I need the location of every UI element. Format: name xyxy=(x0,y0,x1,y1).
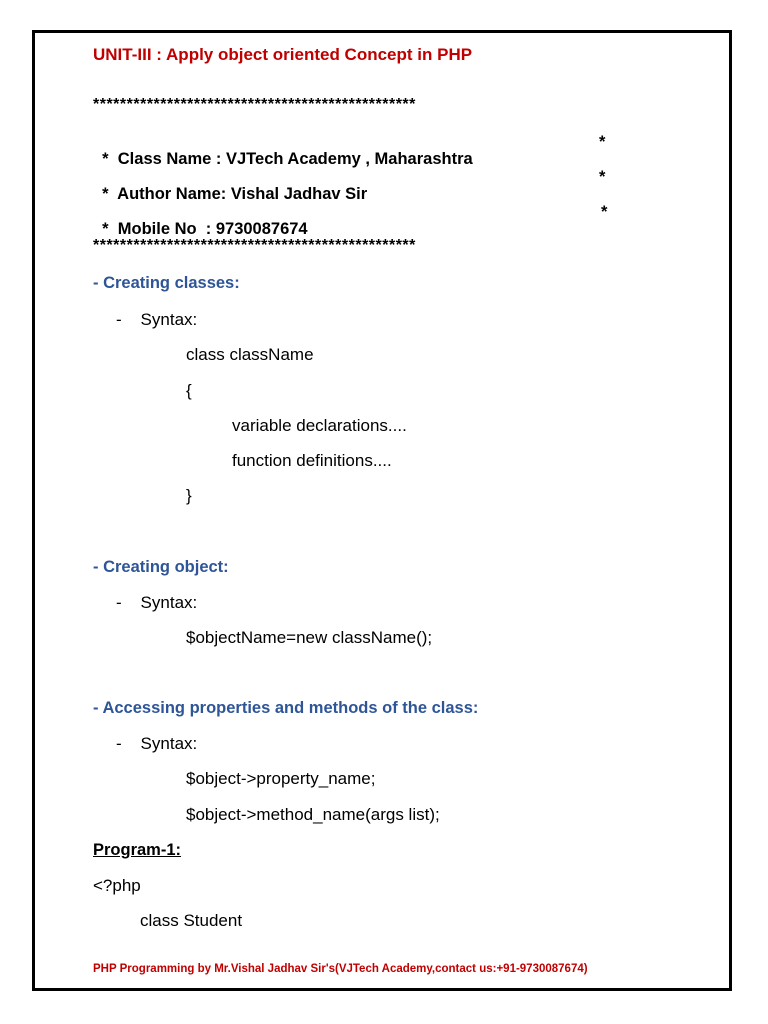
code-line: class className xyxy=(186,345,314,364)
author-name-end-star: * xyxy=(599,168,606,186)
creating-object-syntax-label: - Syntax: xyxy=(116,593,198,612)
header-stars-bottom: ************************************************ xyxy=(93,237,416,254)
mobile-no-text: * Mobile No : 9730087674 xyxy=(102,219,308,238)
accessing-syntax-label: - Syntax: xyxy=(116,734,198,753)
program-line: class Student xyxy=(140,911,243,930)
code-line: function definitions.... xyxy=(232,451,392,470)
unit-title: UNIT-III : Apply object oriented Concept in PHP xyxy=(93,45,473,64)
header-stars-top: ************************************************ xyxy=(93,96,416,113)
mobile-no-end-star: * xyxy=(601,203,608,221)
program-line: <?php xyxy=(93,876,141,895)
creating-object-heading: - Creating object: xyxy=(93,558,229,576)
code-line: { xyxy=(186,381,192,400)
accessing-heading: - Accessing properties and methods of the class: xyxy=(93,699,479,717)
author-name-text: * Author Name: Vishal Jadhav Sir xyxy=(102,184,368,203)
creating-classes-syntax-label: - Syntax: xyxy=(116,310,198,329)
code-line: $objectName=new className(); xyxy=(186,628,433,647)
code-line: $object->property_name; xyxy=(186,769,376,788)
class-name-end-star: * xyxy=(599,133,606,151)
page-footer: PHP Programming by Mr.Vishal Jadhav Sir's(VJTech Academy,contact us:+91-9730087674) xyxy=(93,963,588,975)
program-heading: Program-1: xyxy=(93,841,182,859)
creating-classes-heading: - Creating classes: xyxy=(93,274,240,292)
code-line: variable declarations.... xyxy=(232,416,407,435)
code-line: } xyxy=(186,486,192,505)
code-line: $object->method_name(args list); xyxy=(186,805,440,824)
class-name-text: * Class Name : VJTech Academy , Maharashtra xyxy=(102,149,473,168)
